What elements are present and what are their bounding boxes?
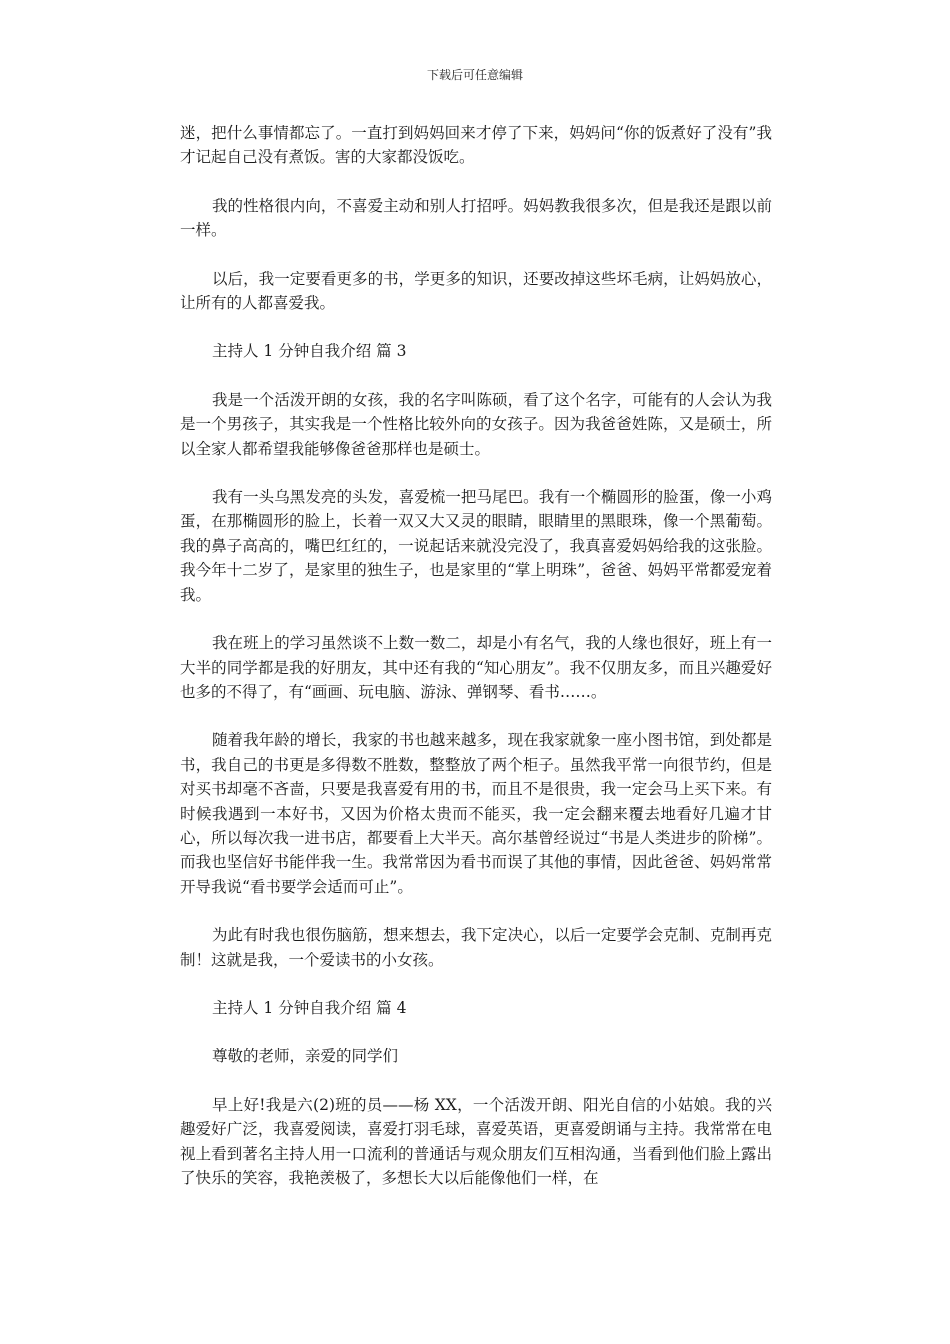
page-header-note: 下载后可任意编辑 [426,68,523,82]
paragraph: 我是一个活泼开朗的女孩，我的名字叫陈硕，看了这个名字，可能有的人会认为我是一个男孩子，其实我是一个性格比较外向的女孩子。因为我爸爸姓陈，又是硕士，所以全家人都希望我能够像爸爸那样也是硕士。 [180,390,772,458]
paragraph: 我有一头乌黑发亮的头发，喜爱梳一把马尾巴。我有一个椭圆形的脸蛋，像一小鸡蛋，在那椭圆形的脸上，长着一双又大又灵的眼睛，眼睛里的黑眼珠，像一个黑葡萄。我的鼻子高高的，嘴巴红红的，一说起话来就没完没了，我真喜爱妈妈给我的这张脸。我今年十二岁了，是家里的独生子，也是家里的“掌上明珠”，爸爸、妈妈平常都爱宠着我。 [180,488,772,604]
paragraph: 早上好!我是六(2)班的员——杨 XX，一个活泼开朗、阳光自信的小姑娘。我的兴趣爱好广泛，我喜爱阅读，喜爱打羽毛球，喜爱英语，更喜爱朗诵与主持。我常常在电视上看到著名主持人用一口流利的普通话与观众朋友们互相沟通，当看到他们脸上露出了快乐的笑容，我艳羡极了，多想长大以后能像他们一样，在 [180,1095,772,1187]
paragraph: 尊敬的老师，亲爱的同学们 [212,1047,399,1066]
section-title: 主持人 1 分钟自我介绍 篇 3 [212,342,407,361]
paragraph: 随着我年龄的增长，我家的书也越来越多，现在我家就象一座小图书馆，到处都是书，我自己的书更是多得数不胜数，整整放了两个柜子。虽然我平常一向很节约，但是对买书却毫不吝啬，只要是我喜爱有用的书，而且不是很贵，我一定会马上买下来。有时候我遇到一本好书，又因为价格太贵而不能买，我一定会翻来覆去地看好几遍才甘心，所以每次我一进书店，都要看上大半天。高尔基曾经说过“书是人类进步的阶梯”。而我也坚信好书能伴我一生。我常常因为看书而误了其他的事情，因此爸爸、妈妈常常开导我说“看书要学会适而可止”。 [180,731,772,896]
paragraph: 我在班上的学习虽然谈不上数一数二，却是小有名气，我的人缘也很好，班上有一大半的同学都是我的好朋友，其中还有我的“知心朋友”。我不仅朋友多，而且兴趣爱好也多的不得了，有“画画、玩电脑、游泳、弹钢琴、看书……。 [180,634,772,701]
paragraph: 为此有时我也很伤脑筋，想来想去，我下定决心，以后一定要学会克制、克制再克制！这就是我，一个爱读书的小女孩。 [180,926,772,969]
section-title: 主持人 1 分钟自我介绍 篇 4 [212,998,407,1017]
paragraph: 以后，我一定要看更多的书，学更多的知识，还要改掉这些坏毛病，让妈妈放心，让所有的人都喜爱我。 [180,269,772,313]
document-body [180,121,772,1214]
paragraph: 我的性格很内向，不喜爱主动和别人打招呼。妈妈教我很多次，但是我还是跟以前一样。 [180,196,772,240]
paragraph: 迷，把什么事情都忘了。一直打到妈妈回来才停了下来，妈妈问“你的饭煮好了没有”我才记起自己没有煮饭。害的大家都没饭吃。 [180,124,772,167]
